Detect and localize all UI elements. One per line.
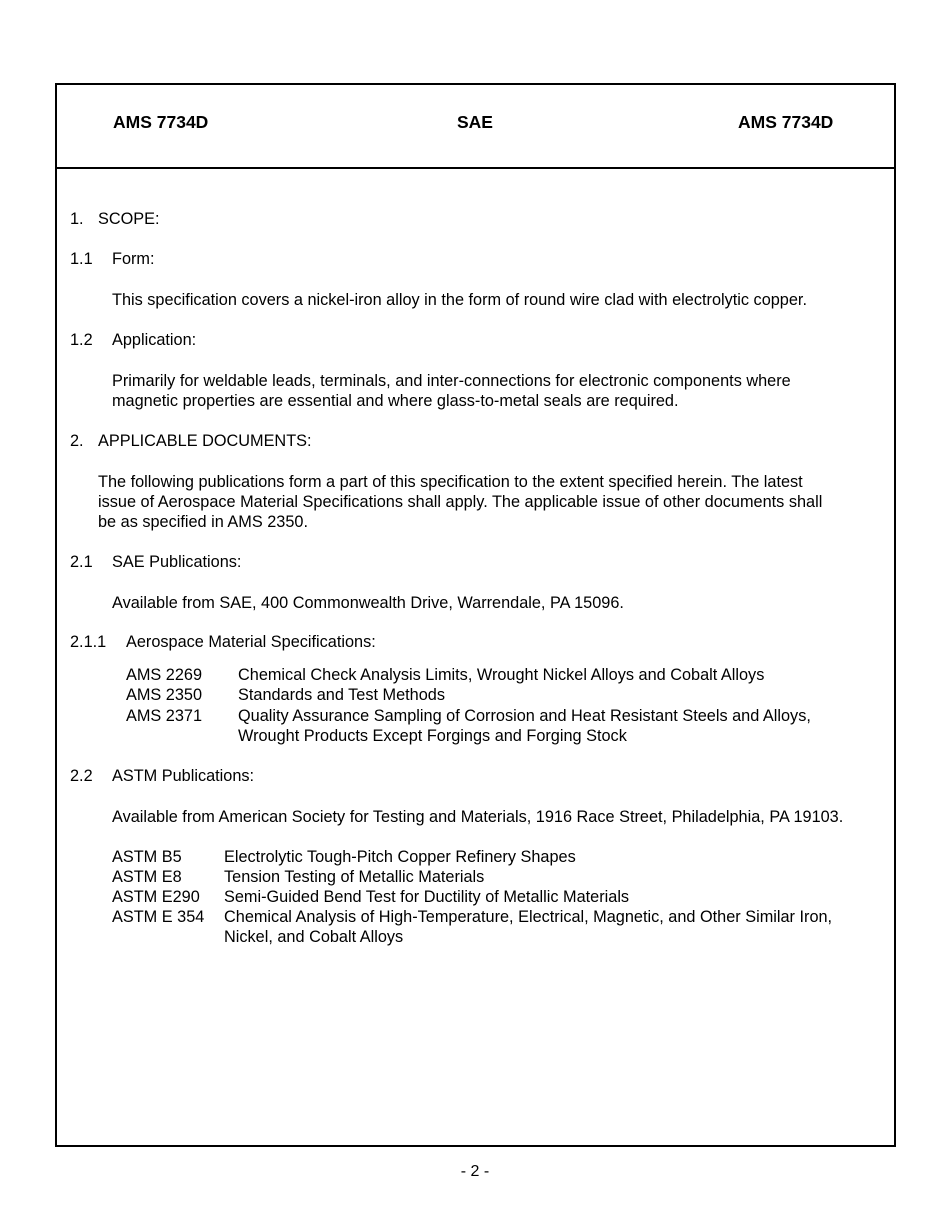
section-2-heading: APPLICABLE DOCUMENTS: — [98, 432, 312, 450]
reference-code: AMS 2350 — [126, 686, 203, 704]
section-2-1-1-heading: Aerospace Material Specifications: — [126, 633, 376, 651]
document-header — [57, 85, 894, 169]
reference-code: ASTM E290 — [112, 888, 200, 906]
section-1-1-heading: Form: — [112, 250, 155, 268]
section-2-1-number: 2.1 — [70, 553, 93, 571]
section-2-2-number: 2.2 — [70, 767, 93, 785]
reference-title: Tension Testing of Metallic Materials — [224, 868, 485, 886]
reference-code: ASTM E 354 — [112, 908, 205, 926]
section-2-2-body: Available from American Society for Testing and Materials, 1916 Race Street, Philadelphia, PA 19103. — [112, 808, 844, 826]
page-frame — [55, 83, 896, 1147]
header-publisher: SAE — [457, 112, 493, 132]
section-1-1-body: This specification covers a nickel-iron alloy in the form of round wire clad with electrolytic copper. — [112, 291, 807, 309]
section-1-heading: SCOPE: — [98, 210, 160, 228]
header-spec-number-right: AMS 7734D — [738, 112, 834, 132]
section-2-1-heading: SAE Publications: — [112, 553, 242, 571]
reference-title: Standards and Test Methods — [238, 686, 445, 704]
section-2-body-line-2: issue of Aerospace Material Specifications shall apply. The applicable issue of other documents shall — [98, 493, 823, 511]
reference-code: ASTM B5 — [112, 848, 182, 866]
reference-title-continued: Nickel, and Cobalt Alloys — [224, 928, 404, 946]
section-2-1-1-number: 2.1.1 — [70, 633, 107, 651]
header-spec-number-left: AMS 7734D — [113, 112, 209, 132]
reference-code: AMS 2269 — [126, 666, 203, 684]
reference-title: Electrolytic Tough-Pitch Copper Refinery Shapes — [224, 848, 576, 866]
section-1-number: 1. — [70, 210, 84, 228]
reference-code: AMS 2371 — [126, 707, 203, 725]
section-1-2-body-line-2: magnetic properties are essential and where glass-to-metal seals are required. — [112, 392, 679, 410]
reference-title: Chemical Check Analysis Limits, Wrought Nickel Alloys and Cobalt Alloys — [238, 666, 765, 684]
reference-code: ASTM E8 — [112, 868, 182, 886]
reference-title: Quality Assurance Sampling of Corrosion and Heat Resistant Steels and Alloys, — [238, 707, 811, 725]
section-2-body-line-1: The following publications form a part of this specification to the extent specified herein. The latest — [98, 473, 803, 491]
reference-title: Chemical Analysis of High-Temperature, Electrical, Magnetic, and Other Similar Iron, — [224, 908, 833, 926]
section-1-2-number: 1.2 — [70, 331, 93, 349]
reference-title: Semi-Guided Bend Test for Ductility of Metallic Materials — [224, 888, 630, 906]
section-1-2-body-line-1: Primarily for weldable leads, terminals, and inter-connections for electronic components where — [112, 372, 791, 390]
reference-title-continued: Wrought Products Except Forgings and Forging Stock — [238, 727, 627, 745]
section-2-number: 2. — [70, 432, 84, 450]
page-number: - 2 - — [460, 1163, 490, 1180]
section-2-body-line-3: be as specified in AMS 2350. — [98, 513, 308, 531]
section-1-2-heading: Application: — [112, 331, 197, 349]
section-2-1-body: Available from SAE, 400 Commonwealth Drive, Warrendale, PA 15096. — [112, 594, 624, 612]
section-2-2-heading: ASTM Publications: — [112, 767, 255, 785]
section-1-1-number: 1.1 — [70, 250, 93, 268]
